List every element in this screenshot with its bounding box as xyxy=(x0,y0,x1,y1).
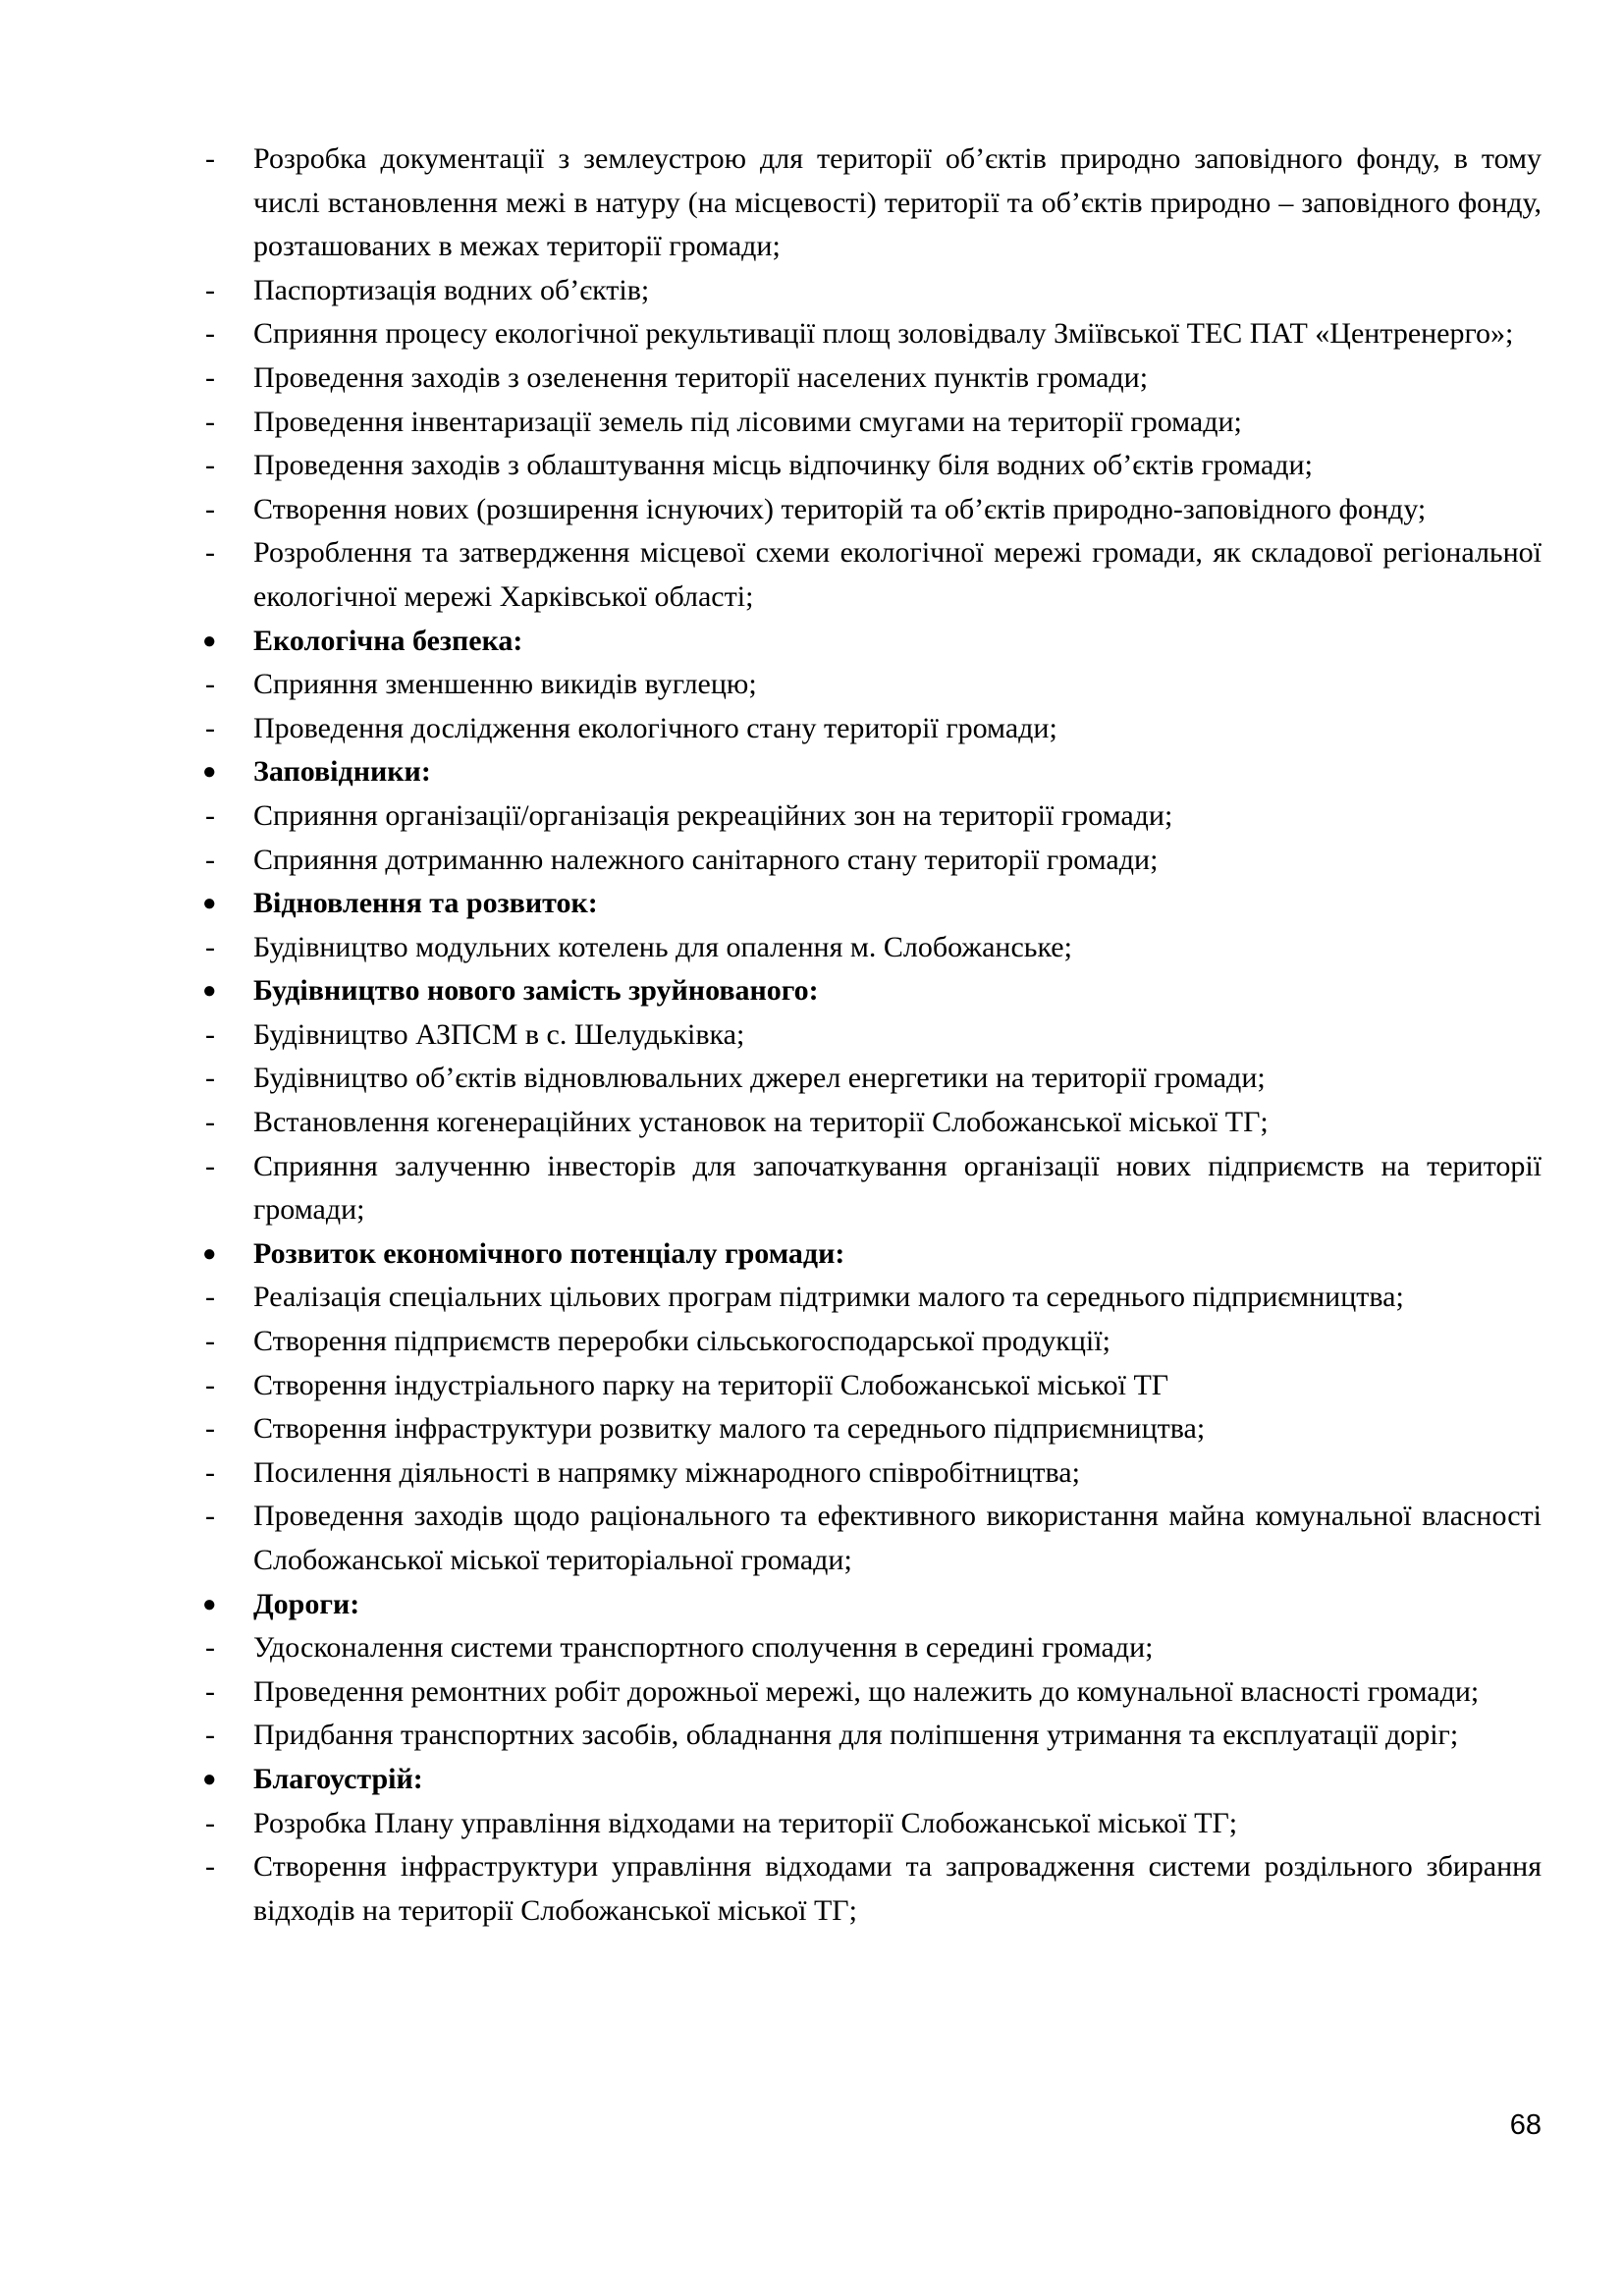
dash-marker: - xyxy=(205,1281,215,1314)
list-item xyxy=(202,1714,1542,1758)
list-item xyxy=(202,1802,1542,1846)
list-item xyxy=(202,444,1542,488)
dash-marker: - xyxy=(205,1325,215,1358)
section-heading-text: Благоустрій: xyxy=(253,1762,423,1795)
dash-marker: - xyxy=(205,1017,215,1051)
dash-marker: - xyxy=(205,668,215,701)
dash-marker: - xyxy=(205,1806,215,1839)
list-item-text: Посилення діяльності в напрямку міжнародного співробітництва; xyxy=(253,1455,1080,1489)
section-heading-text: Будівництво нового замість зруйнованого: xyxy=(253,974,819,1008)
list-item xyxy=(202,1276,1542,1320)
list-item-text: Створення підприємств переробки сільськогосподарської продукції; xyxy=(253,1325,1110,1358)
dash-marker: - xyxy=(205,492,215,525)
list-item xyxy=(202,531,1542,619)
dash-marker: - xyxy=(205,798,215,832)
section-heading xyxy=(202,1583,1542,1627)
list-item xyxy=(202,1451,1542,1496)
list-item-text: Встановлення когенераційних установок на території Слобожанської міської ТГ; xyxy=(253,1106,1269,1139)
dash-marker: - xyxy=(205,843,215,876)
section-heading xyxy=(202,1758,1542,1802)
dash-marker: - xyxy=(205,1455,215,1489)
list-item-text: Будівництво об’єктів відновлювальних джерел енергетики на території громади; xyxy=(253,1062,1266,1095)
list-item-text: Придбання транспортних засобів, обладнання для поліпшення утримання та експлуатації доріг; xyxy=(253,1719,1459,1752)
dash-marker: - xyxy=(205,536,215,570)
list-item xyxy=(202,356,1542,401)
dash-marker: - xyxy=(205,1368,215,1401)
list-item-text: Проведення заходів з озеленення території населених пунктів громади; xyxy=(253,360,1149,394)
list-item-text: Проведення інвентаризації земель під лісовими смугами на території громади; xyxy=(253,405,1242,438)
dash-marker: - xyxy=(205,1412,215,1446)
list-item-text: Проведення ремонтних робіт дорожньої мережі, що належить до комунальної власності громади; xyxy=(253,1674,1480,1708)
dash-marker: - xyxy=(205,273,215,306)
dash-marker: - xyxy=(205,405,215,438)
dash-marker: - xyxy=(205,142,215,175)
list-item-text: Сприяння дотриманню належного санітарного стану території громади; xyxy=(253,843,1159,876)
list-item-text: Проведення дослідження екологічного стану території громади; xyxy=(253,711,1057,744)
list-item xyxy=(202,839,1542,883)
bullet-marker: ● xyxy=(202,978,217,1005)
list-item xyxy=(202,1407,1542,1451)
list-item-text: Сприяння процесу екологічної рекультивації площ золовідвалу Зміївської ТЕС ПАТ «Центренерго»; xyxy=(253,317,1514,351)
list-item xyxy=(202,137,1542,269)
list-item-text: Проведення заходів щодо раціонального та ефективного використання майна комунальної власності Слобожанської міської територіальної громади; xyxy=(253,1500,1542,1576)
section-heading xyxy=(202,882,1542,926)
list-item-text: Будівництво АЗПСМ в с. Шелудьківка; xyxy=(253,1017,745,1051)
list-item xyxy=(202,1320,1542,1364)
list-item-text: Сприяння організації/організація рекреаційних зон на території громади; xyxy=(253,798,1173,832)
dash-marker: - xyxy=(205,1850,215,1884)
dash-marker: - xyxy=(205,1500,215,1533)
list-item-text: Реалізація спеціальних цільових програм підтримки малого та середнього підприємництва; xyxy=(253,1281,1404,1314)
list-item-text: Створення нових (розширення існуючих) територій та об’єктів природно-заповідного фонду; xyxy=(253,492,1427,525)
list-item-text: Проведення заходів з облаштування місць відпочинку біля водних об’єктів громади; xyxy=(253,449,1313,482)
dash-marker: - xyxy=(205,317,215,351)
list-item xyxy=(202,1495,1542,1582)
list-item-text: Розробка документації з землеустрою для території об’єктів природно заповідного фонду, в тому числі встановлення межі в натуру (на місцевості) території та об’єктів природно – заповідного фонду, розташованих в межах території громади; xyxy=(253,142,1542,263)
bullet-marker: ● xyxy=(202,1240,217,1267)
dash-marker: - xyxy=(205,360,215,394)
list-item xyxy=(202,926,1542,970)
page-number: 68 xyxy=(1509,2109,1542,2141)
list-item xyxy=(202,488,1542,532)
bullet-marker: ● xyxy=(202,628,217,654)
list-item xyxy=(202,794,1542,839)
list-item-text: Розроблення та затвердження місцевої схеми екологічної мережі громади, як складової регіональної екологічної мережі Харківської області; xyxy=(253,536,1542,613)
list-item xyxy=(202,1845,1542,1933)
list-item-text: Розробка Плану управління відходами на території Слобожанської міської ТГ; xyxy=(253,1806,1238,1839)
list-item-text: Створення інфраструктури розвитку малого та середнього підприємництва; xyxy=(253,1412,1206,1446)
list-item xyxy=(202,707,1542,751)
dash-marker: - xyxy=(205,930,215,963)
list-item-text: Паспортизація водних об’єктів; xyxy=(253,273,650,306)
section-heading xyxy=(202,1232,1542,1277)
list-item-text: Сприяння зменшенню викидів вуглецю; xyxy=(253,668,757,701)
list-item xyxy=(202,1626,1542,1670)
list-content xyxy=(202,137,1542,1933)
section-heading xyxy=(202,969,1542,1013)
bullet-marker: ● xyxy=(202,1591,217,1617)
section-heading-text: Відновлення та розвиток: xyxy=(253,887,598,920)
list-item xyxy=(202,312,1542,356)
list-item-text: Сприяння залученню інвесторів для започаткування організації нових підприємств на території громади; xyxy=(253,1149,1542,1227)
list-item xyxy=(202,1145,1542,1232)
list-item xyxy=(202,269,1542,313)
section-heading-text: Дороги: xyxy=(253,1587,360,1620)
dash-marker: - xyxy=(205,1062,215,1095)
section-heading xyxy=(202,620,1542,664)
list-item xyxy=(202,1364,1542,1408)
bullet-marker: ● xyxy=(202,891,217,917)
dash-marker: - xyxy=(205,711,215,744)
section-heading-text: Розвиток економічного потенціалу громади: xyxy=(253,1236,845,1270)
dash-marker: - xyxy=(205,1674,215,1708)
dash-marker: - xyxy=(205,449,215,482)
section-heading-text: Екологічна безпека: xyxy=(253,624,523,657)
bullet-marker: ● xyxy=(202,759,217,786)
list-item xyxy=(202,663,1542,707)
section-heading-text: Заповідники: xyxy=(253,755,431,789)
bullet-marker: ● xyxy=(202,1766,217,1792)
list-item xyxy=(202,1057,1542,1101)
list-item xyxy=(202,1101,1542,1145)
list-item-text: Удосконалення системи транспортного сполучення в середині громади; xyxy=(253,1631,1154,1665)
list-item-text: Будівництво модульних котелень для опалення м. Слобожанське; xyxy=(253,930,1072,963)
list-item xyxy=(202,1670,1542,1715)
dash-marker: - xyxy=(205,1106,215,1139)
list-item xyxy=(202,401,1542,445)
section-heading xyxy=(202,750,1542,794)
dash-marker: - xyxy=(205,1149,215,1182)
list-item-text: Створення індустріального парку на території Слобожанської міської ТГ xyxy=(253,1368,1169,1401)
list-item-text: Створення інфраструктури управління відходами та запровадження системи роздільного збирання відходів на території Слобожанської міської ТГ; xyxy=(253,1850,1542,1927)
dash-marker: - xyxy=(205,1631,215,1665)
list-item xyxy=(202,1013,1542,1058)
dash-marker: - xyxy=(205,1719,215,1752)
